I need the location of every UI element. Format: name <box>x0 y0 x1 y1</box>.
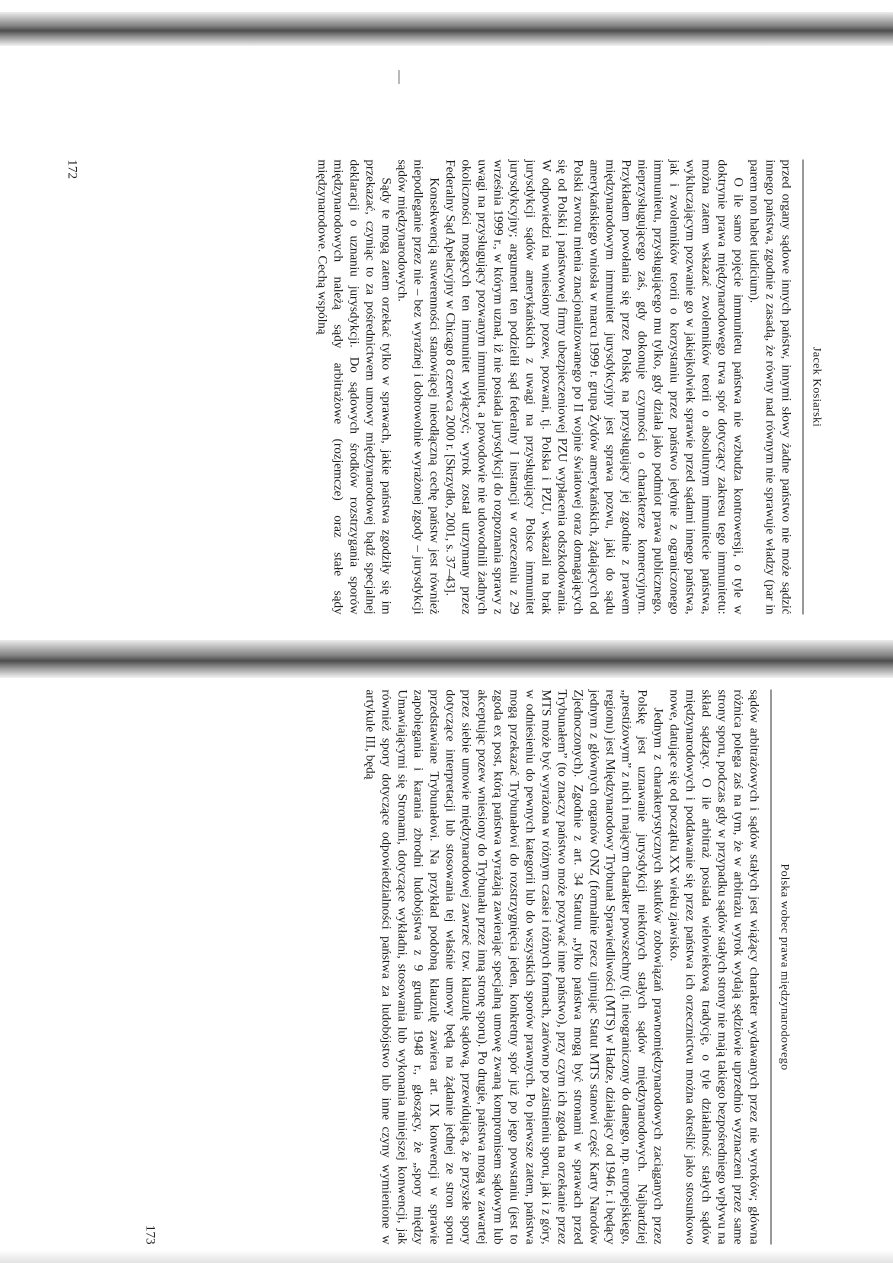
paragraph: Sądy te mogą zatem orzekać tylko w sprawach, jakie państwa zgodziły się im przekazać, czyniąc to za pośrednictwem umowy międzynarodowej bądź specjalnej deklaracji o uznaniu jurysdykcji. Do sądowych środków rozstrzygania sporów międzynarodowych należą sądy arbitrażowe (rozjemcze) oraz stałe sądy międzynarodowe. Cechą wspólną <box>315 159 395 615</box>
paragraph: O ile samo pojęcie immunitetu państwa nie wzbudza kontrowersji, o tyle w doktrynie prawa międzynarodowego trwa spór dotyczący zakresu tego immunitetu: można zatem wskazać zwolenników teorii o absolutnym immunitecie państwa, wykluczającym pozwanie go w jakiejkolwiek sprawie przed sądami innego państwa, jak i zwolenników teorii o korzystaniu przez państwo jedynie z ograniczonego immunitetu, przysługującego mu tylko, gdy działa jako podmiot prawa publicznego, nieprzysługującego zaś, gdy dokonuje czynności o charakterze komercyjnym. Przykładem powołania się przez Polskę na przysługujący jej zgodnie z prawem międzynarodowym immunitet jurysdykcyjny jest sprawa pozwu, jaki do sądu amerykańskiego wniosła w marcu 1999 r. grupa Żydów amerykańskich, żądających od Polski zwrotu mienia znacjonalizowanego po II wojnie światowej oraz domagających się od Polski i państwowej firmy ubezpieczeniowej PZU wypłacenia odszkodowania. W odpowiedzi na wniesiony pozew, pozwani, tj. Polska i PZU, wskazali na brak jurysdykcji sądów amerykańskich z uwagi na przysługujący Polsce immunitet jurysdykcyjny; argument ten podzielił sąd federalny I instancji w orzeczeniu z 29 września 1999 r., w którym uznał, iż nie posiada jurysdykcji do rozpoznania sprawy z uwagi na przysługujący pozwanym immunitet, a powodowie nie udowodnili żadnych okoliczności mogących ten immunitet wyłączyć; wyrok został utrzymany przez Federalny Sąd Apelacyjny w Chicago 8 czerwca 2000 r. [Skrzydło, 2001, s. 37–43]. <box>443 159 747 615</box>
scan-shadow-top <box>0 12 893 46</box>
paragraph: sądów arbitrażowych i sądów stałych jest wiążący charakter wydawanych przez nie wyroków; główna różnica polega zaś na tym, że w arbitrażu wyrok wydają sędziowie uprzednio wyznaczeni przez same strony sporu, podczas gdy w przypadku sądów stałych strony nie mają takiego bezpośredniego wpływu na skład sądzący. O ile arbitraż posiada wielowiekową tradycję, o tyle działalność stałych sądów międzynarodowych i poddawanie się przez państwa ich orzecznictwu można określić jako stosunkowo nowe, datujące się od początku XX wieku zjawisko. <box>667 689 763 1245</box>
scan-shadow-bottom <box>0 1250 893 1263</box>
paragraph: Jednym z charakterystycznych skutków zobowiązań prawnomiędzynarodowych zaciąganych przez Polskę jest uznawanie jurysdykcji niektórych stałych sądów międzynarodowych. Najbardziej „prestiżowym” z nich i mającym charakter powszechny (tj. nieograniczony do danego, np. europejskiego, regionu) jest Międzynarodowy Trybunał Sprawiedliwości (MTS) w Hadze, działający od 1946 r. i będący jednym z głównych organów ONZ (formalnie rzecz ujmując Statut MTS stanowi część Karty Narodów Zjednoczonych). Zgodnie z art. 34 Statutu „tylko państwa mogą być stronami w sprawach przed Trybunałem” (to znaczy państwo może pozywać inne państwo), przy czym ich zgoda na orzekanie przez MTS może być wyrażona w różnym czasie i różnych formach, zarówno po zaistnieniu sporu, jak i z góry, w odniesieniu do pewnych kategorii lub do wszystkich sporów prawnych. Po pierwsze zatem, państwa mogą przekazać Trybunałowi do rozstrzygnięcia jeden, konkretny spór już po jego powstaniu (jest to zgoda ex post, którą państwa wyrażają zawierając specjalną umowę zwaną kompromisem sądowym lub akceptując pozew wniesiony do Trybunału przez inną stronę sporu). Po drugie, państwa mogą w zawartej przez siebie umowie międzynarodowej zawrzeć tzw. klauzulę sądową, przewidującą, że przyszłe spory dotyczące interpretacji lub stosowania tej właśnie umowy będą na żądanie jednej ze stron sporu przedstawiane Trybunałowi. Na przykład podobną klauzulę zawiera art. IX konwencji w sprawie zapobiegania i karania zbrodni ludobójstwa z 9 grudnia 1948 r., głoszący, że „spory między Umawiającymi się Stronami, dotyczące wykładni, stosowania lub wykonania niniejszej konwencji, jak również spory dotyczące odpowiedzialności państwa za ludobójstwo lub inne czyny wymienione w artykule III, będą <box>363 689 667 1245</box>
page-173 <box>143 690 793 1245</box>
running-head: Jacek Kosiarski <box>803 160 825 615</box>
paragraph: przed organy sądowe innych państw, innymi słowy żadne państwo nie może sądzić innego państwa, zgodnie z zasadą, że równy nad równym nie sprawuje władzy (par in parem non habet iudicium). <box>747 159 795 615</box>
page-number: 172 <box>65 159 81 179</box>
page-172 <box>65 160 825 615</box>
running-head: Polska wobec prawa międzynarodowego <box>771 690 793 1245</box>
scan-shadow-gutter <box>0 640 893 678</box>
paragraph: Konsekwencją suwerenności stanowiącej nieodłączną cechę państw jest również niepodleganie przez nie – bez wyraźnej i dobrowolnie wyrażonej zgody – jurysdykcji sądów międzynarodowych. <box>395 159 443 615</box>
page-number: 173 <box>143 1225 159 1245</box>
scan-speck <box>398 70 400 84</box>
